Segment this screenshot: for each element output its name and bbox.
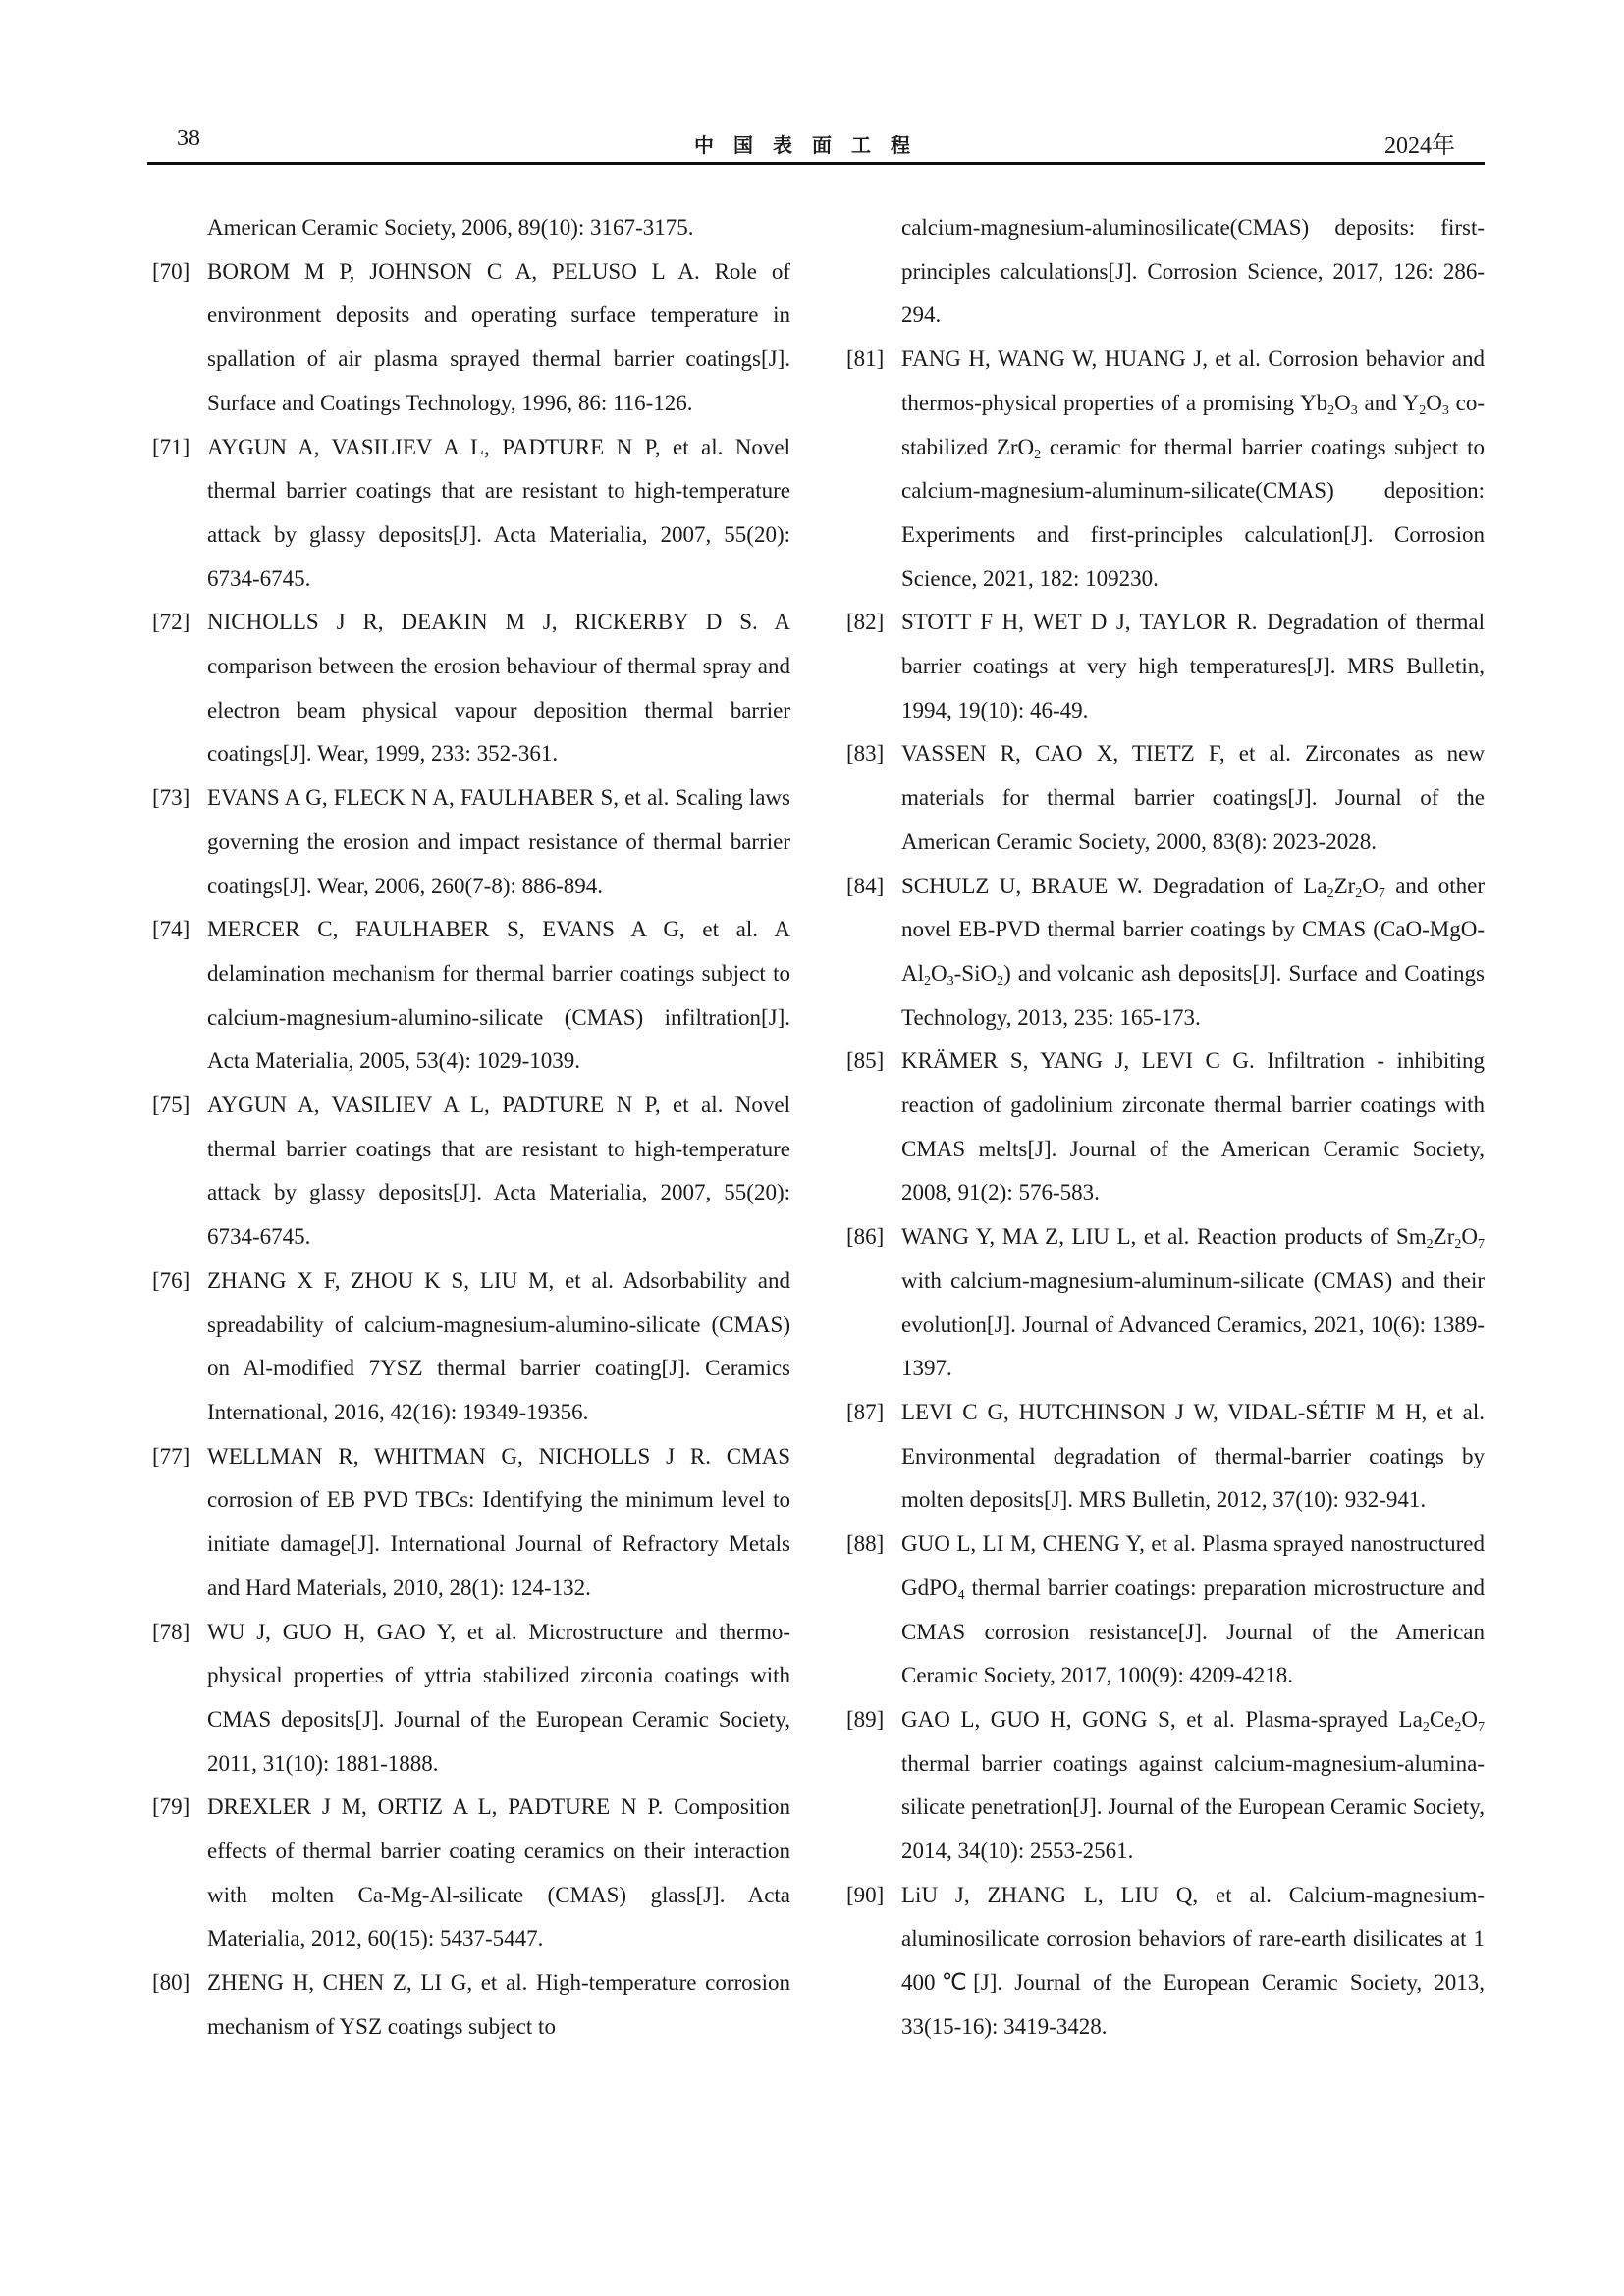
reference-text: DREXLER J M, ORTIZ A L, PADTURE N P. Composition effects of thermal barrier coating ceramics on their interaction with molten Ca-Mg-Al-silicate (CMAS) glass[J]. Acta Materialia, 2012, 60(15): 5437-5447.: [207, 1794, 790, 1951]
reference-entry: [846, 338, 1485, 601]
reference-text: AYGUN A, VASILIEV A L, PADTURE N P, et al. Novel thermal barrier coatings that are resistant to high-temperature attack by glassy deposits[J]. Acta Materialia, 2007, 55(20): 6734-6745.: [207, 434, 790, 591]
reference-text: WANG Y, MA Z, LIU L, et al. Reaction products of Sm: [901, 1224, 1427, 1250]
reference-text: O: [1334, 390, 1351, 415]
reference-entry: [152, 1084, 790, 1259]
reference-entry: [846, 1040, 1485, 1215]
reference-entry: [846, 732, 1485, 864]
reference-number: [74]: [152, 917, 190, 942]
subscript: 2: [1422, 1719, 1430, 1735]
reference-text: VASSEN R, CAO X, TIETZ F, et al. Zirconates as new materials for thermal barrier coatings[J]. Journal of the American Ceramic Society, 2000, 83(8): 2023-2028.: [901, 741, 1485, 854]
reference-text: O: [1426, 390, 1442, 415]
reference-number: [75]: [152, 1093, 190, 1118]
subscript: 2: [997, 973, 1004, 988]
subscript: 2: [1355, 885, 1363, 901]
reference-text: SCHULZ U, BRAUE W. Degradation of La: [901, 873, 1327, 898]
reference-number: [90]: [846, 1882, 885, 1907]
reference-number: [84]: [846, 873, 885, 898]
reference-text: GAO L, GUO H, GONG S, et al. Plasma-sprayed La: [901, 1706, 1423, 1732]
reference-continuation: [846, 206, 1485, 338]
subscript: 2: [1034, 447, 1042, 462]
reference-text: MERCER C, FAULHABER S, EVANS A G, et al. A delamination mechanism for thermal barrier coatings subject to calcium-magnesium-alumino-silicate (CMAS) infiltration[J]. Acta Materialia, 2005, 53(4): 1029-1039.: [207, 917, 790, 1074]
subscript: 2: [1454, 1237, 1462, 1253]
subscript: 3: [1441, 402, 1449, 418]
reference-number: [89]: [846, 1706, 885, 1732]
reference-column-left: [152, 206, 790, 2050]
reference-text: and Y: [1357, 390, 1420, 415]
subscript: 2: [924, 973, 931, 988]
reference-number: [76]: [152, 1267, 190, 1293]
reference-continuation: [152, 206, 790, 250]
reference-number: [78]: [152, 1619, 190, 1644]
reference-entry: [152, 426, 790, 602]
reference-column-right: [846, 206, 1485, 2050]
reference-text: WU J, GUO H, GAO Y, et al. Microstructure and thermo-physical properties of yttria stabilized zirconia coatings with CMAS deposits[J]. Journal of the European Ceramic Society, 2011, 31(10): 1881-1888.: [207, 1619, 790, 1776]
header-rule: [147, 162, 1485, 165]
reference-text: ceramic for thermal barrier coatings subject to calcium-magnesium-aluminum-silicate(CMAS) deposition: Experiments and first-principles calculation[J]. Corrosion Science, 2021, 182: 109230.: [901, 434, 1485, 591]
reference-text: Ce: [1429, 1706, 1455, 1732]
reference-text: ZHANG X F, ZHOU K S, LIU M, et al. Adsorbability and spreadability of calcium-magnesium-alumino-silicate (CMAS) on Al-modified 7YSZ thermal barrier coating[J]. Ceramics International, 2016, 42(16): 19349-19356.: [207, 1267, 790, 1424]
reference-entry: [846, 1522, 1485, 1698]
reference-text: EVANS A G, FLECK N A, FAULHABER S, et al. Scaling laws governing the erosion and impact resistance of thermal barrier coatings[J]. Wear, 2006, 260(7-8): 886-894.: [207, 785, 790, 898]
reference-number: [86]: [846, 1224, 885, 1250]
reference-text: GUO L, LI M, CHENG Y, et al. Plasma sprayed nanostructured GdPO: [901, 1531, 1485, 1600]
reference-entry: [152, 601, 790, 776]
reference-number: [85]: [846, 1048, 885, 1074]
subscript: 7: [1478, 1719, 1485, 1735]
reference-entry: [846, 1391, 1485, 1522]
reference-text: ZHENG H, CHEN Z, LI G, et al. High-temperature corrosion mechanism of YSZ coatings subject to: [207, 1970, 790, 2039]
reference-number: [82]: [846, 610, 885, 635]
subscript: 3: [1350, 402, 1358, 418]
subscript: 4: [957, 1587, 965, 1603]
reference-number: [87]: [846, 1399, 885, 1424]
reference-number: [72]: [152, 610, 190, 635]
reference-number: [88]: [846, 1531, 885, 1557]
subscript: 7: [1478, 1237, 1485, 1253]
reference-number: [80]: [152, 1970, 190, 1996]
reference-entry: [846, 601, 1485, 732]
reference-text: calcium-magnesium-aluminosilicate(CMAS) deposits: first-principles calculations[J]. Corrosion Science, 2017, 126: 286-294.: [901, 215, 1485, 328]
reference-text: Zr: [1433, 1224, 1455, 1250]
subscript: 3: [947, 973, 954, 988]
reference-text: co-stabilized ZrO: [901, 390, 1485, 459]
reference-text: O: [1362, 873, 1379, 898]
reference-entry: [846, 1698, 1485, 1874]
reference-entry: [152, 1786, 790, 1961]
reference-entry: [846, 1215, 1485, 1391]
reference-number: [77]: [152, 1443, 190, 1468]
reference-number: [81]: [846, 347, 885, 372]
reference-text: WELLMAN R, WHITMAN G, NICHOLLS J R. CMAS corrosion of EB PVD TBCs: Identifying the minimum level to initiate damage[J]. International Journal of Refractory Metals and Hard Materials, 2010, 28(1): 124-132.: [207, 1443, 790, 1600]
reference-text: thermal barrier coatings: preparation microstructure and CMAS corrosion resistance[J]. Journal of the American Ceramic Society, 2017, 100(9): 4209-4218.: [901, 1575, 1485, 1688]
reference-entry: [152, 1435, 790, 1611]
reference-text: LiU J, ZHANG L, LIU Q, et al. Calcium-magnesium-aluminosilicate corrosion behaviors of rare-earth disilicates at 1 400℃[J]. Journal of the European Ceramic Society, 2013, 33(15-16): 3419-3428.: [901, 1882, 1485, 2039]
reference-entry: [846, 1874, 1485, 2050]
reference-text: ) and volcanic ash deposits[J]. Surface and Coatings Technology, 2013, 235: 165-173.: [901, 960, 1485, 1030]
reference-text: LEVI C G, HUTCHINSON J W, VIDAL-SÉTIF M H, et al. Environmental degradation of thermal-barrier coatings by molten deposits[J]. MRS Bulletin, 2012, 37(10): 932-941.: [901, 1399, 1485, 1513]
reference-text: Zr: [1333, 873, 1356, 898]
reference-number: [79]: [152, 1794, 190, 1820]
reference-text: O: [1461, 1706, 1478, 1732]
reference-entry: [152, 1611, 790, 1787]
reference-entry: [152, 908, 790, 1084]
reference-text: STOTT F H, WET D J, TAYLOR R. Degradation of thermal barrier coatings at very high temperatures[J]. MRS Bulletin, 1994, 19(10): 46-49.: [901, 610, 1485, 722]
reference-text: FANG H, WANG W, HUANG J, et al. Corrosion behavior and thermos-physical properties of a promising Yb: [901, 347, 1485, 415]
reference-number: [71]: [152, 434, 190, 459]
reference-text: O: [931, 960, 947, 986]
reference-text: KRÄMER S, YANG J, LEVI C G. Infiltration - inhibiting reaction of gadolinium zirconate thermal barrier coatings with CMAS melts[J]. Journal of the American Ceramic Society, 2008, 91(2): 576-583.: [901, 1048, 1485, 1205]
reference-number: [83]: [846, 741, 885, 767]
reference-number: [70]: [152, 258, 190, 284]
reference-text: O: [1461, 1224, 1478, 1250]
reference-text: and other novel EB-PVD thermal barrier coatings by CMAS (CaO-MgO-Al: [901, 873, 1485, 986]
subscript: 2: [1426, 1237, 1434, 1253]
reference-text: -SiO: [953, 960, 998, 986]
reference-text: AYGUN A, VASILIEV A L, PADTURE N P, et al. Novel thermal barrier coatings that are resistant to high-temperature attack by glassy deposits[J]. Acta Materialia, 2007, 55(20): 6734-6745.: [207, 1093, 790, 1250]
subscript: 7: [1378, 885, 1385, 901]
reference-entry: [152, 1961, 790, 2049]
reference-entry: [152, 776, 790, 908]
reference-text: NICHOLLS J R, DEAKIN M J, RICKERBY D S. A comparison between the erosion behaviour of thermal spray and electron beam physical vapour deposition thermal barrier coatings[J]. Wear, 1999, 233: 352-361.: [207, 610, 790, 767]
reference-text: BOROM M P, JOHNSON C A, PELUSO L A. Role of environment deposits and operating surface temperature in spallation of air plasma sprayed thermal barrier coatings[J]. Surface and Coatings Technology, 1996, 86: 116-126.: [207, 258, 790, 415]
subscript: 2: [1419, 402, 1427, 418]
subscript: 2: [1326, 885, 1334, 901]
reference-number: [73]: [152, 785, 190, 811]
reference-entry: [152, 250, 790, 426]
page-number: 38: [177, 126, 200, 151]
subscript: 2: [1327, 402, 1335, 418]
subscript: 2: [1454, 1719, 1462, 1735]
reference-entry: [846, 865, 1485, 1041]
publication-year: 2024年: [1384, 133, 1455, 159]
reference-text: American Ceramic Society, 2006, 89(10): 3167-3175.: [207, 215, 694, 240]
reference-entry: [152, 1259, 790, 1435]
reference-text: thermal barrier coatings against calcium-magnesium-alumina-silicate penetration[J]. Journal of the European Ceramic Society, 2014, 34(10): 2553-2561.: [901, 1750, 1485, 1864]
journal-title: 中国表面工程: [694, 133, 930, 157]
reference-text: with calcium-magnesium-aluminum-silicate (CMAS) and their evolution[J]. Journal of Advanced Ceramics, 2021, 10(6): 1389-1397.: [901, 1267, 1485, 1381]
